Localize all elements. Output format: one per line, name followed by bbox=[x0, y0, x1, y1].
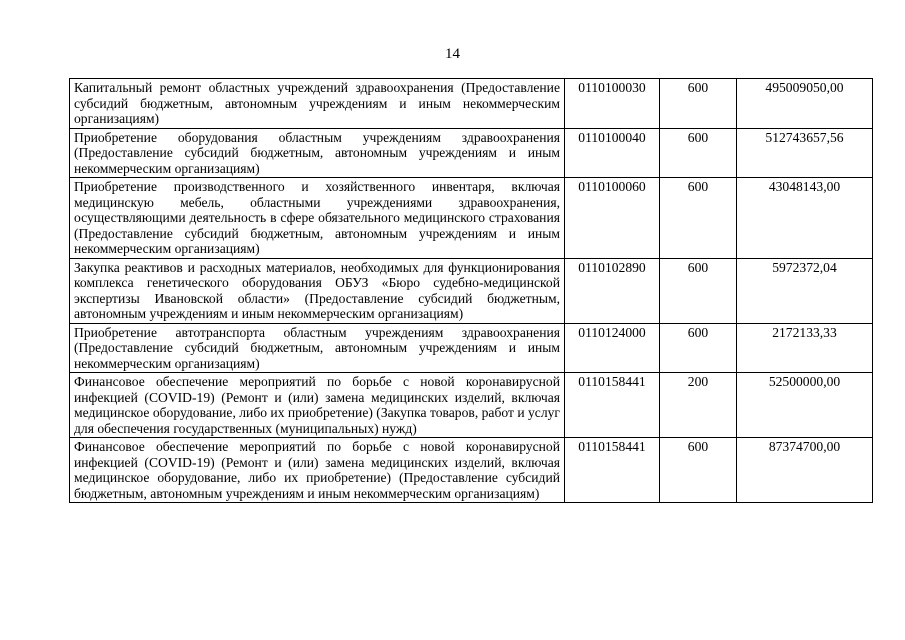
row-amount: 43048143,00 bbox=[737, 178, 873, 259]
table-row bbox=[70, 258, 873, 323]
row-description: Финансовое обеспечение мероприятий по борьбе с новой коронавирусной инфекцией (COVID-19) (Ремонт и (или) замена медицинских изделий, включая медицинское оборудование, либо их приобретение) (Предоставление субсидий бюджетным, автономным учреждениям и иным некоммерческим организациям) bbox=[70, 438, 565, 503]
row-description: Финансовое обеспечение мероприятий по борьбе с новой коронавирусной инфекцией (COVID-19) (Ремонт и (или) замена медицинских изделий, включая медицинское оборудование, либо их приобретение) (Закупка товаров, работ и услуг для обеспечения государственных (муниципальных) нужд) bbox=[70, 373, 565, 438]
row-description: Приобретение оборудования областным учреждениям здравоохранения (Предоставление субсидий бюджетным, автономным учреждениям и иным некоммерческим организациям) bbox=[70, 128, 565, 178]
table-row bbox=[70, 178, 873, 259]
table-row bbox=[70, 323, 873, 373]
row-description: Приобретение производственного и хозяйственного инвентаря, включая медицинскую мебель, областными учреждениями здравоохранения, осуществляющими деятельность в сфере обязательного медицинского страхования (Предоставление субсидий бюджетным, автономным учреждениям и иным некоммерческим организациям) bbox=[70, 178, 565, 259]
row-target-code: 0110100040 bbox=[565, 128, 660, 178]
row-target-code: 0110124000 bbox=[565, 323, 660, 373]
row-description: Закупка реактивов и расходных материалов, необходимых для функционирования комплекса генетического оборудования ОБУЗ «Бюро судебно-медицинской экспертизы Ивановской области» (Предоставление субсидий бюджетным, автономным учреждениям и иным некоммерческим организациям) bbox=[70, 258, 565, 323]
row-amount: 5972372,04 bbox=[737, 258, 873, 323]
row-amount: 87374700,00 bbox=[737, 438, 873, 503]
row-expense-type: 600 bbox=[660, 178, 737, 259]
row-expense-type: 600 bbox=[660, 323, 737, 373]
page-number: 14 bbox=[445, 46, 460, 62]
row-expense-type: 600 bbox=[660, 438, 737, 503]
row-target-code: 0110102890 bbox=[565, 258, 660, 323]
row-amount: 2172133,33 bbox=[737, 323, 873, 373]
row-description: Приобретение автотранспорта областным учреждениям здравоохранения (Предоставление субсидий бюджетным, автономным учреждениям и иным некоммерческим организациям) bbox=[70, 323, 565, 373]
row-target-code: 0110158441 bbox=[565, 373, 660, 438]
row-target-code: 0110158441 bbox=[565, 438, 660, 503]
row-amount: 495009050,00 bbox=[737, 79, 873, 129]
row-expense-type: 200 bbox=[660, 373, 737, 438]
table-row bbox=[70, 438, 873, 503]
row-description: Капитальный ремонт областных учреждений здравоохранения (Предоставление субсидий бюджетным, автономным учреждениям и иным некоммерческим организациям) bbox=[70, 79, 565, 129]
row-amount: 512743657,56 bbox=[737, 128, 873, 178]
table-row bbox=[70, 128, 873, 178]
row-target-code: 0110100060 bbox=[565, 178, 660, 259]
row-target-code: 0110100030 bbox=[565, 79, 660, 129]
budget-table bbox=[69, 78, 873, 503]
row-expense-type: 600 bbox=[660, 258, 737, 323]
row-expense-type: 600 bbox=[660, 128, 737, 178]
row-amount: 52500000,00 bbox=[737, 373, 873, 438]
table-row bbox=[70, 373, 873, 438]
table-row bbox=[70, 79, 873, 129]
row-expense-type: 600 bbox=[660, 79, 737, 129]
